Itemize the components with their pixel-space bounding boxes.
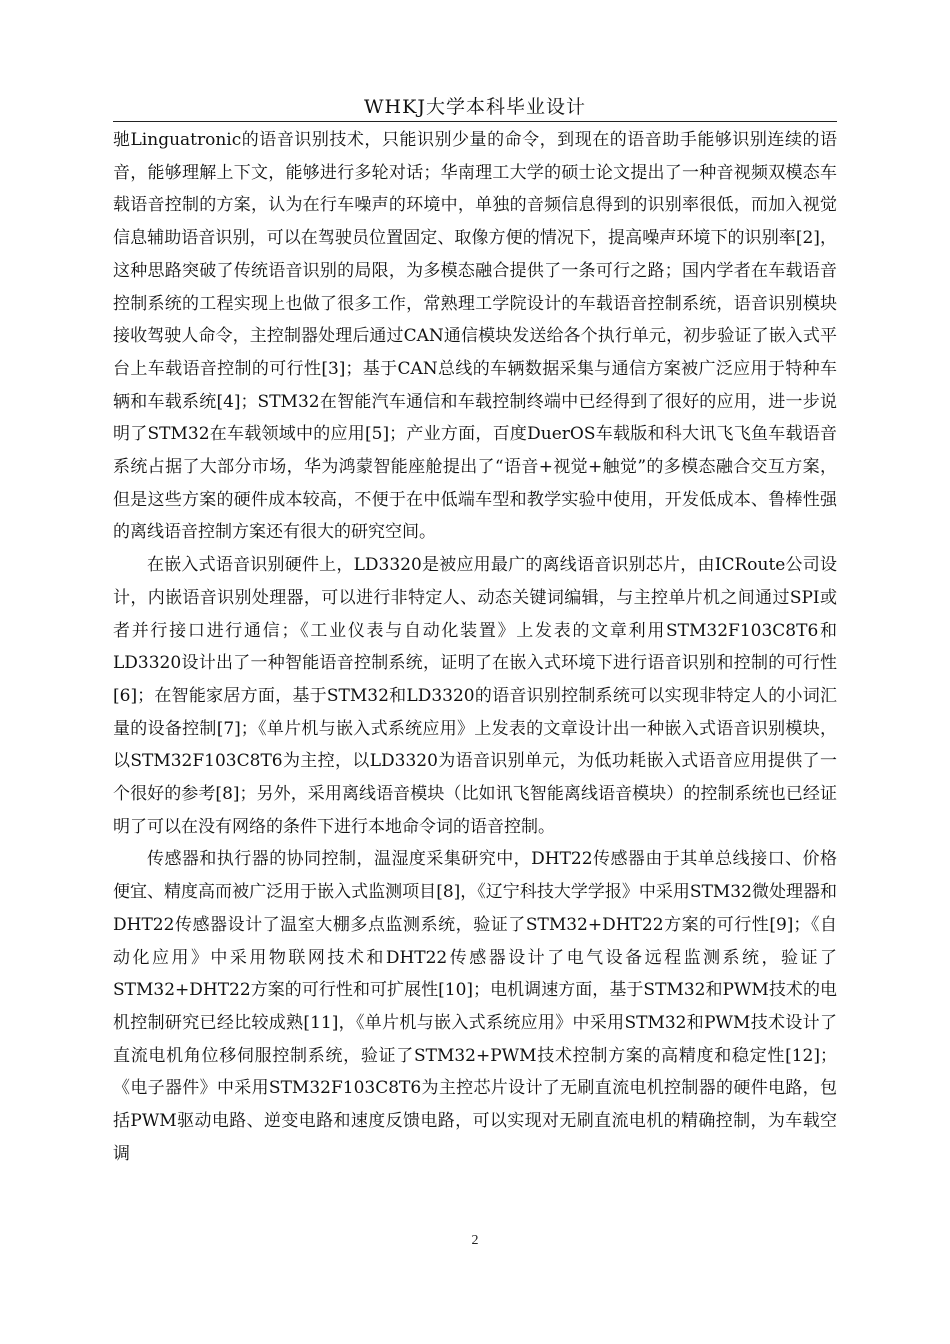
body-text: [113, 124, 837, 1171]
page-header-title: WHKJ大学本科毕业设计: [364, 96, 586, 118]
paragraph-1: 驰Linguatronic的语音识别技术，只能识别少量的命令，到现在的语音助手能够识别连续的语音，能够理解上下文，能够进行多轮对话；华南理工大学的硕士论文提出了一种音视频双模态车载语音控制的方案，认为在行车噪声的环境中，单独的音频信息得到的识别率很低，而加入视觉信息辅助语音识别，可以在驾驶员位置固定、取像方便的情况下，提高噪声环境下的识别率[2]，这种思路突破了传统语音识别的局限，为多模态融合提供了一条可行之路；国内学者在车载语音控制系统的工程实现上也做了很多工作，常熟理工学院设计的车载语音控制系统，语音识别模块接收驾驶人命令，主控制器处理后通过CAN通信模块发送给各个执行单元，初步验证了嵌入式平台上车载语音控制的可行性[3]；基于CAN总线的车辆数据采集与通信方案被广泛应用于特种车辆和车载系统[4]；STM32在智能汽车通信和车载控制终端中已经得到了很好的应用，进一步说明了STM32在车载领域中的应用[5]；产业方面，百度DuerOS车载版和科大讯飞飞鱼车载语音系统占据了大部分市场，华为鸿蒙智能座舱提出了“语音+视觉+触觉”的多模态融合交互方案，但是这些方案的硬件成本较高，不便于在中低端车型和教学实验中使用，开发低成本、鲁棒性强的离线语音控制方案还有很大的研究空间。: [113, 130, 837, 543]
paragraph-3: 传感器和执行器的协同控制，温湿度采集研究中，DHT22传感器由于其单总线接口、价格便宜、精度高而被广泛用于嵌入式监测项目[8]，《辽宁科技大学学报》中采用STM32微处理器和DHT22传感器设计了温室大棚多点监测系统，验证了STM32+DHT22方案的可行性[9]；《自动化应用》中采用物联网技术和DHT22传感器设计了电气设备远程监测系统，验证了STM32+DHT22方案的可行性和可扩展性[10]；电机调速方面，基于STM32和PWM技术的电机控制研究已经比较成熟[11]，《单片机与嵌入式系统应用》中采用STM32和PWM技术设计了直流电机角位移伺服控制系统，验证了STM32+PWM技术控制方案的高精度和稳定性[12]；《电子器件》中采用STM32F103C8T6为主控芯片设计了无刷直流电机控制器的硬件电路，包括PWM驱动电路、逆变电路和速度反馈电路，可以实现对无刷直流电机的精确控制，为车载空调: [113, 849, 837, 1164]
header-divider: [113, 121, 837, 122]
page-number: 2: [471, 1233, 479, 1248]
paragraph-2: 在嵌入式语音识别硬件上，LD3320是被应用最广的离线语音识别芯片，由ICRoute公司设计，内嵌语音识别处理器，可以进行非特定人、动态关键词编辑，与主控单片机之间通过SPI或者并行接口进行通信；《工业仪表与自动化装置》上发表的文章利用STM32F103C8T6和LD3320设计出了一种智能语音控制系统，证明了在嵌入式环境下进行语音识别和控制的可行性[6]；在智能家居方面，基于STM32和LD3320的语音识别控制系统可以实现非特定人的小词汇量的设备控制[7]；《单片机与嵌入式系统应用》上发表的文章设计出一种嵌入式语音识别模块，以STM32F103C8T6为主控，以LD3320为语音识别单元，为低功耗嵌入式语音应用提供了一个很好的参考[8]；另外，采用离线语音模块（比如讯飞智能离线语音模块）的控制系统也已经证明了可以在没有网络的条件下进行本地命令词的语音控制。: [113, 555, 837, 837]
